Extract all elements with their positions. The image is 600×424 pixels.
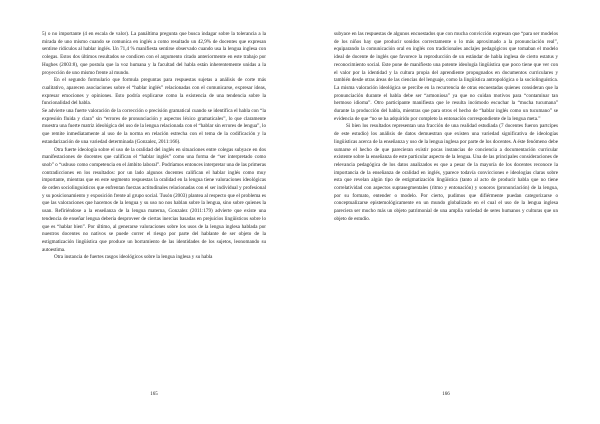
left-paragraph-5: Otra instancia de fuertes rasgos ideológicos sobre la lengua inglesa y su habla bbox=[54, 254, 213, 261]
right-paragraph-2: Si bien los resultados representan una fracción de una realidad estudiada (7 docentes fueron partcipes de este estudio) los análisis de datos demuestran que existen una variedad significativa de ideologías lingüísticas acerca de la enseñanza y uso de la lengua inglesa por parte de los docentes. A éste fenómeno debe sumarse el hecho de que parecieran existir pocas instancias de conciencia a documentación curricular existente sobre la enseñanza de este particular aspecto de la lengua. Una de las principales consideraciones de relevancia pedagógica de los datos analizados es que a pesar de la mayoría de los docentes reconoce la importancia de la enseñanza de oralidad en inglés, yparece todavía convicciones e ideologías claras sobre esta que revelan algún tipo de estigmatización lingüística (tanto al acto de producir habla que no tiene correlatividad con aspectos suprasegmentales (ritmo y entonación) y sonoros (pronunciación) de la lengua, por su formato, entender o modelo. Por cierto, pudimos que difiérmente puedan categorizarse o conceptualizarse epistemológicamente en un mundo globalizado en el cual el uso de la lengua inglesa pareciera ser mucho más un objeto patrimonial de una amplia variedad de seres humanos y culturas que un objeto de estudio. bbox=[334, 123, 558, 222]
left-paragraph-1: 5) o no importante (4 en escala de valor). La panáltima pregunta que busca indagar sobre la tolerancia a la mirada de uno mismo cuando se comunica en inglés a como resultado un 42,9% de docentes que expresan sentirse ridiculos al hablar inglés. Un 71,4 % manifiesta sentirse observado cuando usa la lengua inglesa con colegas. Estos dos últimos resultados se condicen con el argumento citado anteriormente en este trabajo por Hughes (2003:8), que postula que la voz humana y la facultad del habla están inherentemente unidas a la proyección de uno mismo frente al mundo. bbox=[42, 31, 266, 76]
right-text-column bbox=[334, 31, 558, 224]
right-paragraph-1: subyace en las respuestas de algunos encuestados que con mucha convicción expresan que “para ser modelos de los niños hay que producir sonidos correctamente o lo más aproximado a la pronunciación real”, equiparando la comunicación oral en inglés con tradicionales anclajes pedagógicos que tomaban el modelo ideal de docente de inglés que favorece la reproducción de un estándar de habla inglesa de cierto estatus y reconocimiento social. Este pone de manifiesto una potente ideología lingüística que poco tiene que ver con el valor por la identidad y la cultura propia del aprendiente propugnados en documentos curriculares y también desde otras áreas de las ciencias del lenguaje, como la lingüística antropológica o la sociolinguística. La misma valoración ideológica se percibe en la recurrencia de otras encuestadas quienes consideran que la pronunciación durante el habla debe ser “armoniosa” ya que no cuidan motivos para “contaminar tan hermoso idioma”. Otro participante manifiesta que le resulta incómodo escuchar la “mucha tucumana” durante la producción del habla, mientras que para otros el hecho de “hablar inglés como un tucumano” se evidencia de que “no se ha adquirido por completo la entonación correspondiente de la lengua meta.” bbox=[334, 31, 558, 122]
left-page-number: 165 bbox=[150, 392, 158, 397]
right-page-number: 166 bbox=[442, 392, 450, 397]
left-text-column bbox=[42, 31, 266, 262]
left-paragraph-4: Otra fuerte ideología sobre el uso de la oralidad del inglés en situaciones entre colegas subyace en dos manifestaciones de docentes que califican el “hablar inglés” como una forma de “ser interpretado como snob” o “usbuso como competencia en el ámbito laboral”. Podríamos entonces interpretar una de las primeras contradicciones en los resultados: por un lado algunos docentes califican el hablar inglés como muy importante, mientras que en este segmento respuestas la oralidad en la lengua tiene valoraciones ideológicas de orden sociolinguísticos que enfrentan fuerzas actitudinales relacionadas con el ser individual y profesional y su posicionamiento y exposición frente al grupo social. Tusón (2003) plantea al respecto que el problema es que las valoraciones que hacemos de la lengua y su uso no nos hablan sobre la lengua, sino sobre quienes la usan. Refiriéndose a la enseñanza de la lengua materna, Gonzalez (2011:179) advierte que existe una tendencia de enseñar lengua debería desproveer de ciertas inercias basadas en prejuicios lingüísticos sobre lo que es “hablar bien”. Por último, al generarse valoraciones sobre los usos de la lengua inglesa hablada por nuestros docentes no nativos se puede correr el riesgo por parte del hablante de ser objeto de la estigmatización lingüística que produce un borramiento de las identidades de los sujetos, leonomando su autoestima. bbox=[42, 146, 266, 253]
left-paragraph-3: Se advierte una fuerte valoración de la corrección o precisión gramatical cuando se identifica el habla con “la expresión fluida y clara” sin “errores de pronunciación y aspectos léxico gramaticales”, lo que claramente muestra una fuerte matriz ideológica del uso de la lengua relacionada con el “hablar sin errores de lengua”, lo que remite inmediatamente al uso de la norma en relación estrecha con el tema de la codificación y la estandarización de una variedad determinada (Gonzalez, 2011:166). bbox=[42, 108, 266, 145]
left-paragraph-2: En el segundo formulario que formula preguntas para respuestas sujetas a análisis de corte más cualitativo, aparecen asociaciones sobre el “hablar inglés” relacionadas con el comunicarse, expresar ideas, expresar emociones y opiniones. Esto podría explicarse como la existencia de una tendencia sobre la funcionalidad del habla. bbox=[42, 77, 266, 107]
right-page bbox=[300, 0, 600, 424]
